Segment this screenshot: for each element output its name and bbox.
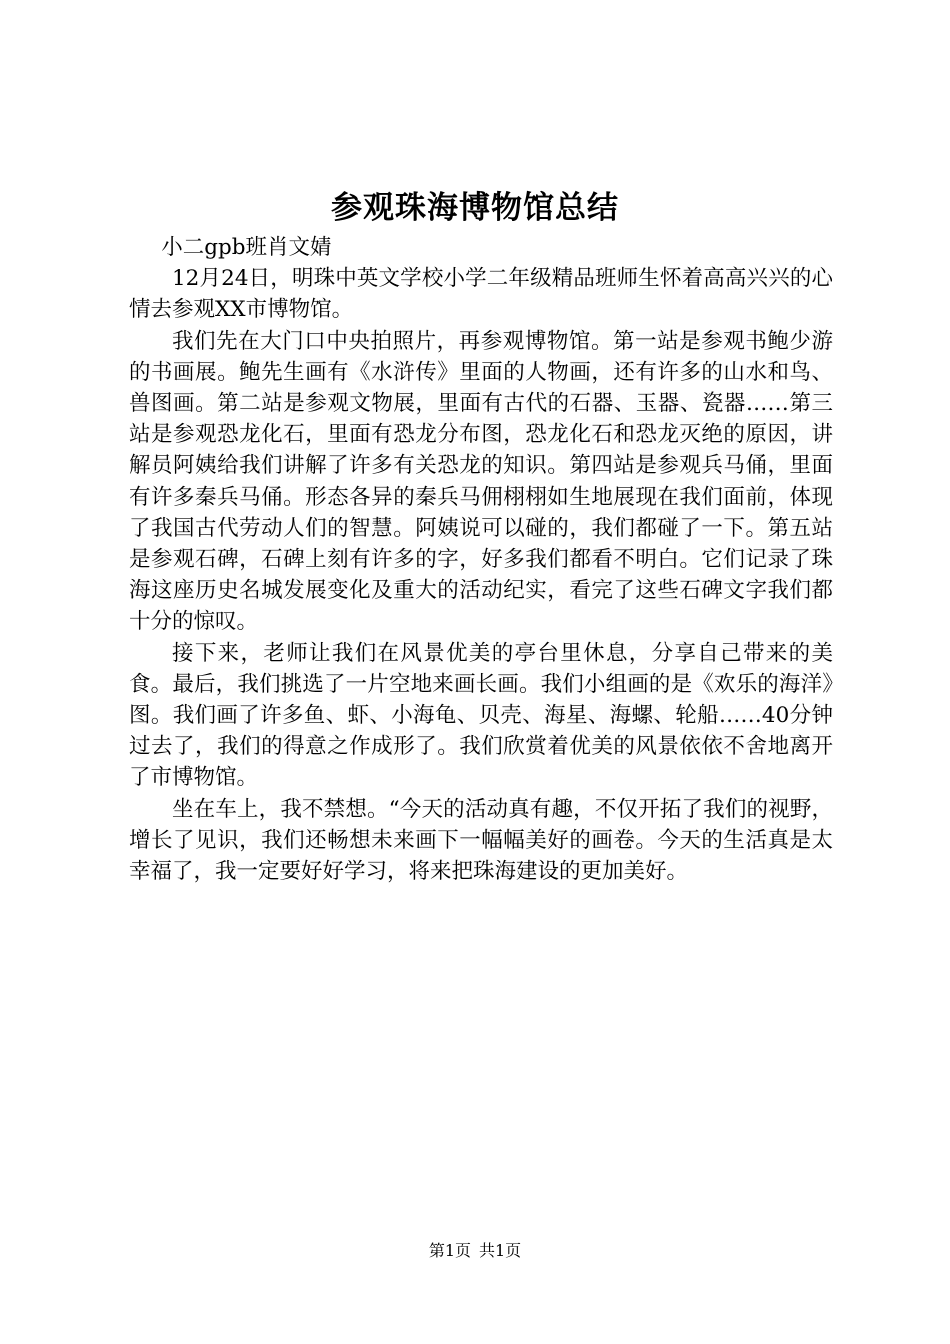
paragraph-rest-and-drawing: 接下来，老师让我们在风景优美的亭台里休息，分享自己带来的美食。最后，我们挑选了一片空地来画长画。我们小组画的是《欢乐的海洋》图。我们画了许多鱼、虾、小海龟、贝壳、海星、海螺、轮船……40分钟过去了，我们的得意之作成形了。我们欣赏着优美的风景依依不舍地离开了市博物馆。 (129, 640, 833, 791)
page-title: 参观珠海博物馆总结 (331, 190, 619, 226)
page-footer (0, 1240, 950, 1262)
page-number: 第1页 (428, 1241, 471, 1260)
document-body (129, 232, 833, 887)
paragraph-intro: 12月24日，明珠中英文学校小学二年级精品班师生怀着高高兴兴的心情去参观XX市博物馆。 (129, 266, 833, 323)
author-line: 小二gpb班肖文婧 (161, 235, 332, 260)
paragraph-reflection: 坐在车上，我不禁想。“今天的活动真有趣，不仅开拓了我们的视野，增长了见识，我们还畅想未来画下一幅幅美好的画卷。今天的生活真是太幸福了，我一定要好好学习，将来把珠海建设的更加美好。 (129, 796, 833, 885)
page-total: 共1页 (479, 1241, 522, 1260)
paragraph-visit-stations: 我们先在大门口中央拍照片，再参观博物馆。第一站是参观书鲍少游的书画展。鲍先生画有《水浒传》里面的人物画，还有许多的山水和鸟、兽图画。第二站是参观文物展，里面有古代的石器、玉器、瓷器……第三站是参观恐龙化石，里面有恐龙分布图，恐龙化石和恐龙灭绝的原因，讲解员阿姨给我们讲解了许多有关恐龙的知识。第四站是参观兵马俑，里面有许多秦兵马俑。形态各异的秦兵马佣栩栩如生地展现在我们面前，体现了我国古代劳动人们的智慧。阿姨说可以碰的，我们都碰了一下。第五站是参观石碑，石碑上刻有许多的字，好多我们都看不明白。它们记录了珠海这座历史名城发展变化及重大的活动纪实，看完了这些石碑文字我们都十分的惊叹。 (129, 328, 833, 635)
